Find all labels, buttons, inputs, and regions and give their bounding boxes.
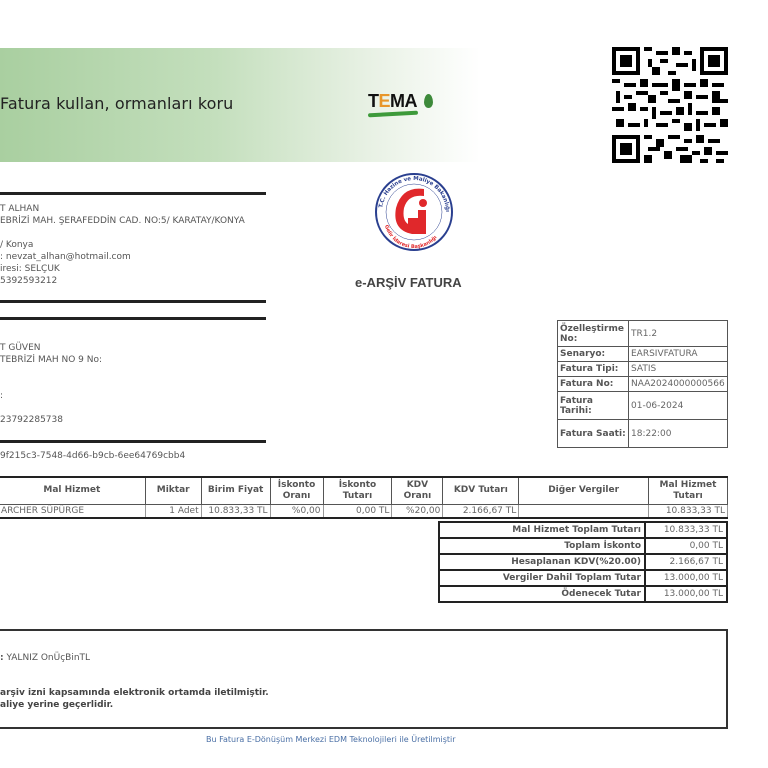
info-row (558, 392, 728, 420)
table-row (0, 504, 728, 518)
cell-vat-amount: 2.166,67 TL (443, 504, 519, 518)
col-header: Mal Hizmet (0, 477, 145, 504)
col-header: KDV Tutarı (443, 477, 519, 504)
total-label: Hesaplanan KDV(%20.00) (439, 554, 645, 570)
seller-name: T ALHAN (0, 204, 40, 214)
info-value: NAA2024000000566 (629, 377, 728, 392)
totals-row (439, 554, 727, 570)
totals-row (439, 586, 727, 602)
col-header: Diğer Vergiler (519, 477, 649, 504)
buyer-info (0, 342, 102, 426)
info-key: Senaryo: (558, 347, 629, 362)
total-value: 2.166,67 TL (645, 554, 727, 570)
info-value: 01-06-2024 (629, 392, 728, 420)
divider (0, 317, 266, 320)
table-header-row (0, 477, 728, 504)
col-header: İskonto Oranı (270, 477, 323, 504)
cell-product: ARCHER SÜPÜRGE (0, 504, 145, 518)
amount-in-words: : YALNIZ OnÜçBinTL (0, 653, 91, 663)
totals-row (439, 522, 727, 538)
info-row (558, 362, 728, 377)
info-key: Fatura Tipi: (558, 362, 629, 377)
info-key: Fatura No: (558, 377, 629, 392)
gib-seal-logo (368, 172, 460, 252)
total-label: Ödenecek Tutar (439, 586, 645, 602)
info-row (558, 347, 728, 362)
cell-other-taxes (519, 504, 649, 518)
total-value: 0,00 TL (645, 538, 727, 554)
document-title: e-ARŞİV FATURA (355, 275, 462, 290)
buyer-name: T GÜVEN (0, 343, 41, 353)
divider (0, 300, 266, 303)
seller-email: : nevzat_alhan@hotmail.com (0, 252, 131, 262)
col-header: Miktar (145, 477, 201, 504)
invoice-info-table (557, 320, 728, 448)
total-value: 10.833,33 TL (645, 522, 727, 538)
cell-unit-price: 10.833,33 TL (201, 504, 270, 518)
seller-city: / Konya (0, 240, 34, 250)
total-value: 13.000,00 TL (645, 570, 727, 586)
seller-address: EBRİZİ MAH. ŞERAFEDDİN CAD. NO:5/ KARATAY/KONYA (0, 216, 245, 226)
info-key: Fatura Saati: (558, 420, 629, 448)
info-row (558, 377, 728, 392)
col-header: İskonto Tutarı (323, 477, 392, 504)
info-key: Fatura Tarihi: (558, 392, 629, 420)
totals-row (439, 538, 727, 554)
col-header: KDV Oranı (392, 477, 443, 504)
tema-logo: TEMA (368, 91, 440, 121)
seller-info (0, 203, 245, 287)
info-value: 18:22:00 (629, 420, 728, 448)
cell-quantity: 1 Adet (145, 504, 201, 518)
footer-text: Bu Fatura E-Dönüşüm Merkezi EDM Teknolojileri ile Üretilmiştir (206, 735, 456, 744)
cell-discount-rate: %0,00 (270, 504, 323, 518)
seller-tax-no: 5392593212 (0, 276, 58, 286)
cell-line-total: 10.833,33 TL (649, 504, 728, 518)
info-value: EARSIVFATURA (629, 347, 728, 362)
ettn-value: 9f215c3-7548-4d66-b9cb-6ee64769cbb4 (0, 451, 186, 461)
info-row (558, 321, 728, 347)
total-label: Vergiler Dahil Toplam Tutar (439, 570, 645, 586)
svg-text:Gelir İdaresi Başkanlığı: Gelir İdaresi Başkanlığı (382, 224, 439, 251)
cell-discount-amount: 0,00 TL (323, 504, 392, 518)
svg-text:T.C. Hazine ve Maliye Bakanlığ: T.C. Hazine ve Maliye Bakanlığı (378, 175, 451, 213)
info-row (558, 420, 728, 448)
seller-tax-office: iresi: SELÇUK (0, 264, 60, 274)
buyer-tax-no: 23792285738 (0, 415, 63, 425)
cell-vat-rate: %20,00 (392, 504, 443, 518)
items-table (0, 476, 728, 519)
legal-notice: arşiv izni kapsamında elektronik ortamda iletilmiştir. aliye yerine geçerlidir. (0, 688, 269, 710)
buyer-address: TEBRİZİ MAH NO 9 No: (0, 355, 103, 365)
info-key: Özelleştirme No: (558, 321, 629, 347)
totals-table (438, 521, 728, 603)
divider (0, 192, 266, 195)
notes-box (0, 629, 728, 729)
total-label: Mal Hizmet Toplam Tutarı (439, 522, 645, 538)
totals-row (439, 570, 727, 586)
qr-code-icon (612, 47, 728, 163)
info-value: SATIS (629, 362, 728, 377)
buyer-field: : (0, 391, 4, 401)
info-value: TR1.2 (629, 321, 728, 347)
leaf-icon (424, 94, 433, 108)
col-header: Birim Fiyat (201, 477, 270, 504)
total-label: Toplam İskonto (439, 538, 645, 554)
banner-slogan: Fatura kullan, ormanları koru (0, 94, 234, 113)
total-value: 13.000,00 TL (645, 586, 727, 602)
divider (0, 440, 266, 443)
col-header: Mal Hizmet Tutarı (649, 477, 728, 504)
